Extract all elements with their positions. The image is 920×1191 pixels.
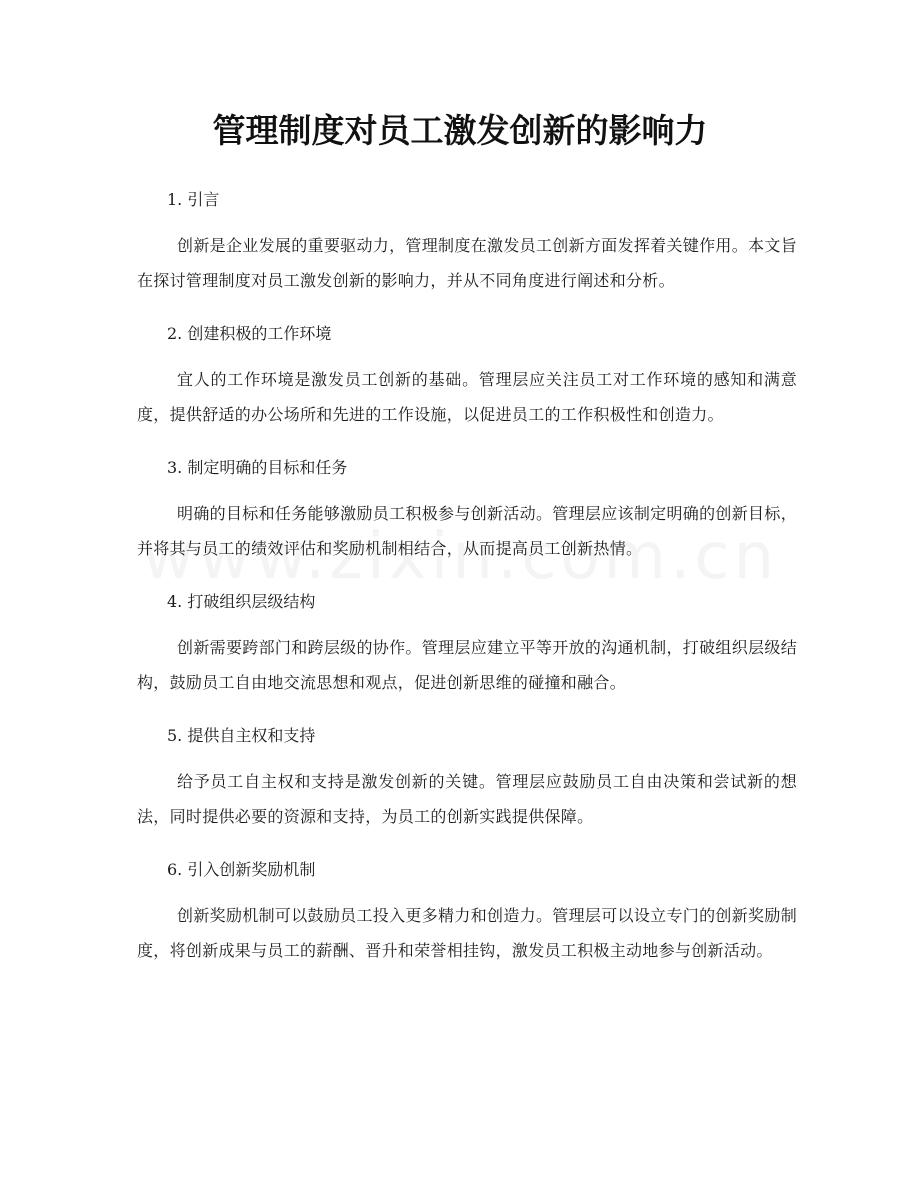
section-paragraph-2: 宜人的工作环境是激发员工创新的基础。管理层应关注员工对工作环境的感知和满意度，提供舒适的办公场所和先进的工作设施，以促进员工的工作积极性和创造力。 [137, 370, 797, 424]
section-heading-1: 1. 引言 [167, 190, 220, 209]
document-body [137, 184, 797, 988]
section-heading-6: 6. 引入创新奖励机制 [167, 860, 316, 879]
section-heading-2: 2. 创建积极的工作环境 [167, 324, 332, 343]
section-paragraph-5: 给予员工自主权和支持是激发创新的关键。管理层应鼓励员工自由决策和尝试新的想法，同时提供必要的资源和支持，为员工的创新实践提供保障。 [137, 772, 797, 826]
section-heading-3: 3. 制定明确的目标和任务 [167, 458, 348, 477]
section-paragraph-1: 创新是企业发展的重要驱动力，管理制度在激发员工创新方面发挥着关键作用。本文旨在探讨管理制度对员工激发创新的影响力，并从不同角度进行阐述和分析。 [137, 236, 797, 290]
document-title: 管理制度对员工激发创新的影响力 [212, 111, 708, 150]
section-heading-5: 5. 提供自主权和支持 [167, 726, 316, 745]
section-paragraph-3: 明确的目标和任务能够激励员工积极参与创新活动。管理层应该制定明确的创新目标，并将其与员工的绩效评估和奖励机制相结合，从而提高员工创新热情。 [137, 504, 797, 558]
section-paragraph-4: 创新需要跨部门和跨层级的协作。管理层应建立平等开放的沟通机制，打破组织层级结构，鼓励员工自由地交流思想和观点，促进创新思维的碰撞和融合。 [137, 638, 797, 692]
section-paragraph-6: 创新奖励机制可以鼓励员工投入更多精力和创造力。管理层可以设立专门的创新奖励制度，将创新成果与员工的薪酬、晋升和荣誉相挂钩，激发员工积极主动地参与创新活动。 [137, 906, 797, 960]
section-heading-4: 4. 打破组织层级结构 [167, 592, 316, 611]
